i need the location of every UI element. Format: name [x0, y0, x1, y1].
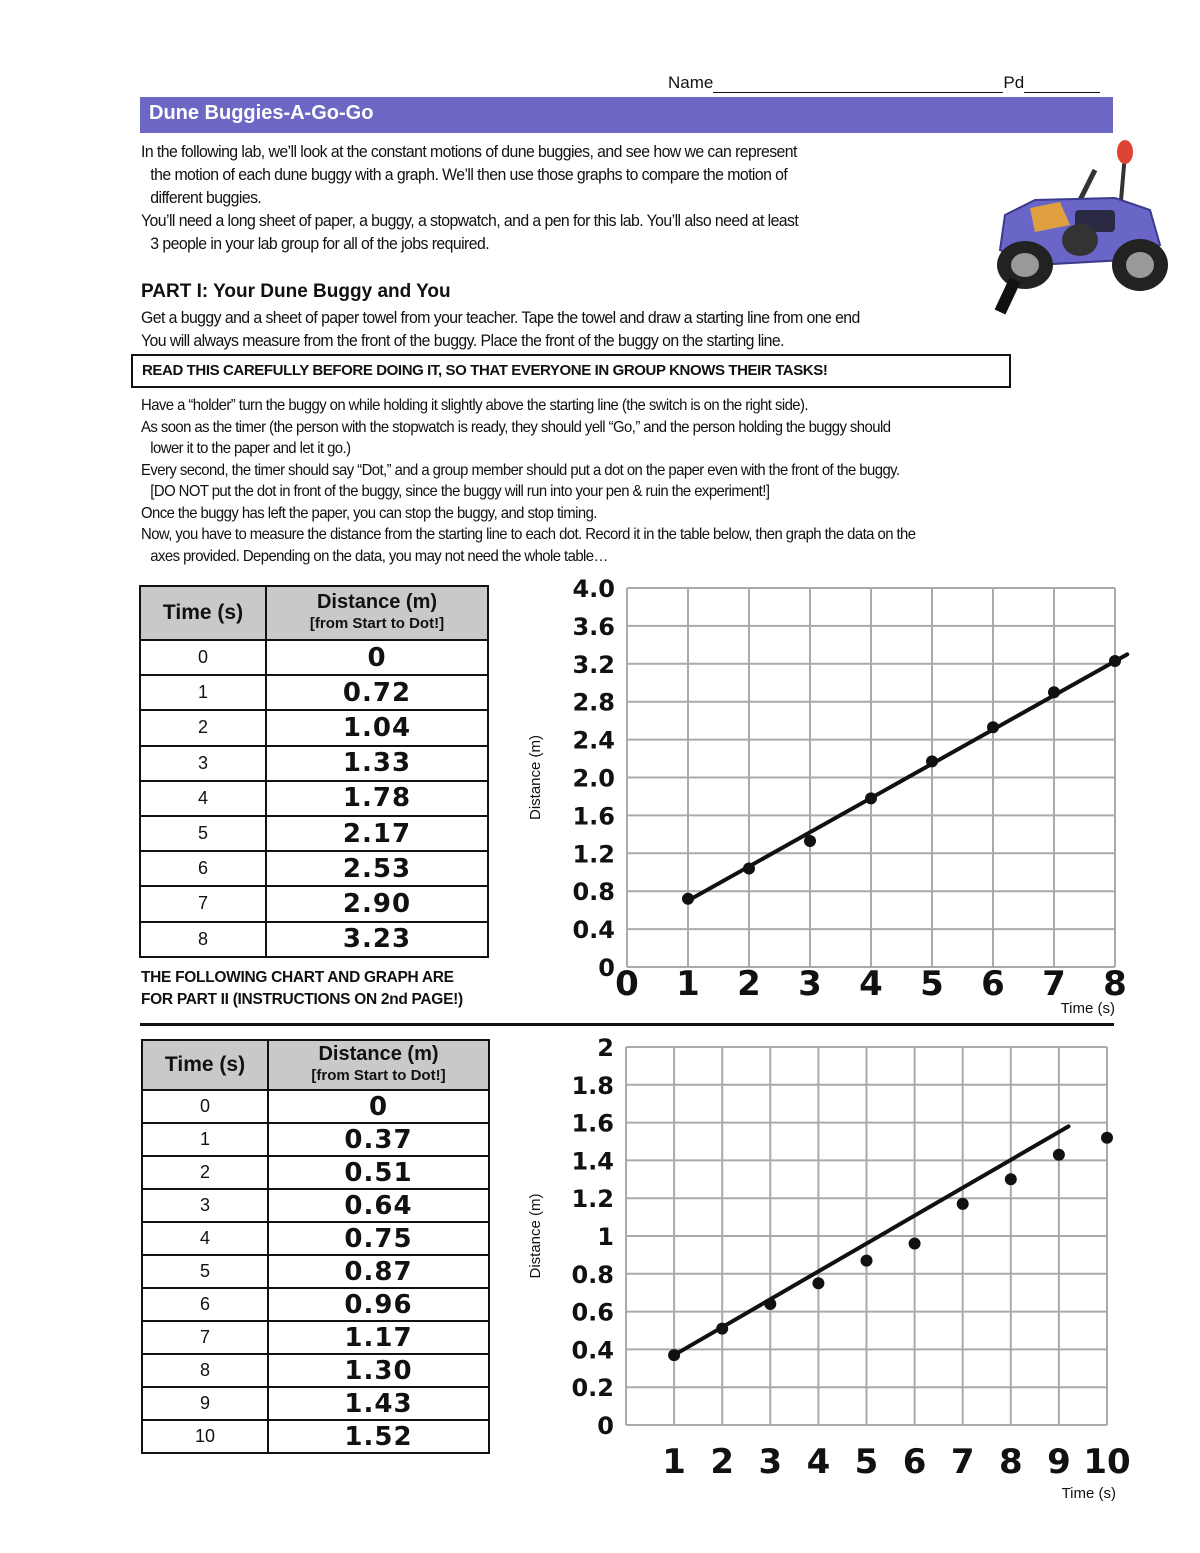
x-axis-label: Time (s) — [1060, 1000, 1115, 1017]
time-cell: 6 — [140, 851, 266, 886]
table-row — [140, 640, 488, 675]
x-tick-label: 4 — [859, 964, 883, 1004]
x-tick-label: 9 — [1047, 1442, 1071, 1482]
data-table-part1 — [139, 585, 489, 958]
table-row — [142, 1123, 489, 1156]
x-tick-label: 5 — [854, 1442, 879, 1482]
table-row — [140, 886, 488, 921]
y-tick-label: 1.2 — [571, 1185, 614, 1214]
table-row — [142, 1321, 489, 1354]
table-row — [140, 922, 488, 957]
step-line: [DO NOT put the dot in front of the buggy, since the buggy will run into your pen & ruin the experiment!] — [150, 483, 770, 500]
data-point — [1005, 1173, 1017, 1185]
table-row — [140, 851, 488, 886]
distance-value: 1.17 — [344, 1322, 413, 1353]
distance-header-label: Distance (m) — [316, 591, 438, 613]
y-tick-label: 3.2 — [572, 650, 615, 679]
distance-value: 1.78 — [342, 783, 412, 814]
y-tick-label: 1.6 — [572, 802, 615, 831]
distance-cell[interactable] — [266, 675, 488, 710]
name-label: Name — [668, 73, 714, 92]
distance-value: 0.64 — [344, 1190, 413, 1221]
table-row — [142, 1387, 489, 1420]
part2-note-line: THE FOLLOWING CHART AND GRAPH ARE — [141, 969, 454, 986]
distance-value: 1.04 — [342, 712, 412, 743]
y-tick-label: 2.4 — [572, 726, 615, 755]
distance-cell[interactable] — [268, 1255, 489, 1288]
y-tick-label: 0.6 — [571, 1298, 614, 1327]
distance-cell[interactable] — [266, 781, 488, 816]
x-tick-label: 8 — [998, 1442, 1023, 1482]
data-point — [1053, 1149, 1065, 1161]
time-cell: 0 — [142, 1090, 268, 1123]
x-tick-label: 1 — [662, 1442, 686, 1482]
dune-buggy-illustration — [975, 140, 1185, 320]
intro-line: In the following lab, we’ll look at the constant motions of dune buggies, and see how we can represent — [141, 142, 797, 161]
step-line: Every second, the timer should say “Dot,” and a group member should put a dot on the paper even with the front of the buggy. — [141, 461, 900, 479]
time-cell: 4 — [140, 781, 266, 816]
table-row — [140, 710, 488, 745]
intro-line: different buggies. — [150, 188, 262, 207]
x-tick-label: 0 — [615, 964, 639, 1004]
part1-line: You will always measure from the front of the buggy. Place the front of the buggy on the starting line. — [141, 331, 784, 350]
distance-cell[interactable] — [268, 1387, 489, 1420]
distance-value: 2.53 — [342, 853, 412, 884]
time-cell: 7 — [142, 1321, 268, 1354]
step-line: axes provided. Depending on the data, you may not need the whole table… — [150, 547, 608, 565]
distance-time-graph-part1 — [520, 575, 1200, 1025]
step-line: Once the buggy has left the paper, you can stop the buggy, and stop timing. — [141, 504, 597, 522]
y-tick-label: 2 — [597, 1035, 614, 1062]
table-row — [142, 1222, 489, 1255]
part1-line: Get a buggy and a sheet of paper towel from your teacher. Tape the towel and draw a starting line from one end — [141, 308, 860, 327]
y-tick-label: 0.4 — [572, 916, 615, 945]
distance-cell[interactable] — [268, 1354, 489, 1387]
data-point — [909, 1238, 921, 1250]
data-point — [926, 755, 938, 767]
data-point — [804, 835, 816, 847]
distance-time-graph-part2 — [520, 1035, 1200, 1505]
x-tick-label: 4 — [806, 1442, 831, 1482]
table-row — [140, 746, 488, 781]
y-tick-label: 0.8 — [572, 878, 615, 907]
y-axis-label: Distance (m) — [527, 734, 544, 821]
distance-header-sub: [from Start to Dot!] — [309, 615, 445, 632]
y-tick-label: 2.0 — [572, 764, 615, 793]
intro-line: 3 people in your lab group for all of the jobs required. — [150, 234, 490, 253]
pd-label: Pd — [1003, 73, 1025, 92]
distance-cell[interactable] — [266, 886, 488, 921]
distance-value: 2.17 — [342, 818, 412, 849]
data-point — [865, 792, 877, 804]
y-tick-label: 1 — [597, 1223, 614, 1251]
name-pd-line — [668, 73, 1100, 93]
pd-blank[interactable] — [1024, 92, 1100, 93]
table-row — [140, 675, 488, 710]
time-cell: 5 — [140, 816, 266, 851]
step-line: Have a “holder” turn the buggy on while holding it slightly above the starting line (the switch is on the right side). — [141, 397, 808, 414]
instruction-steps — [141, 395, 1062, 567]
distance-cell[interactable] — [268, 1156, 489, 1189]
y-tick-label: 4.0 — [572, 575, 615, 603]
distance-header — [266, 586, 488, 640]
table-row — [142, 1156, 489, 1189]
table-row — [140, 816, 488, 851]
x-tick-label: 3 — [798, 964, 822, 1004]
distance-header-label: Distance (m) — [318, 1043, 439, 1065]
x-tick-label: 6 — [902, 1442, 927, 1482]
time-cell: 10 — [142, 1420, 268, 1453]
data-table-part2 — [141, 1039, 490, 1454]
x-tick-label: 8 — [1103, 964, 1127, 1004]
y-tick-label: 0.2 — [571, 1374, 614, 1403]
distance-cell[interactable] — [268, 1321, 489, 1354]
intro-line: the motion of each dune buggy with a graph. We’ll then use those graphs to compare the motion of — [150, 165, 788, 184]
distance-cell[interactable] — [268, 1420, 489, 1453]
data-point — [743, 862, 755, 874]
y-tick-label: 1.4 — [571, 1147, 614, 1176]
data-point — [716, 1323, 728, 1335]
distance-value: 3.23 — [342, 924, 412, 955]
distance-value: 2.90 — [342, 888, 412, 919]
distance-cell[interactable] — [266, 640, 488, 675]
distance-value: 0.37 — [344, 1124, 413, 1155]
page-title: Dune Buggies-A-Go-Go — [149, 102, 374, 124]
distance-cell[interactable] — [266, 851, 488, 886]
time-cell: 2 — [140, 710, 266, 745]
data-point — [957, 1198, 969, 1210]
data-point — [1109, 655, 1121, 667]
step-line: As soon as the timer (the person with the stopwatch is ready, they should yell “Go,” and the person holding the buggy should — [141, 418, 891, 436]
x-tick-label: 10 — [1083, 1442, 1131, 1482]
distance-value: 1.43 — [344, 1388, 413, 1419]
distance-cell[interactable] — [268, 1090, 489, 1123]
distance-value: 1.33 — [342, 748, 412, 779]
y-tick-label: 1.2 — [572, 840, 615, 869]
y-tick-label: 1.6 — [571, 1109, 614, 1138]
y-axis-label: Distance (m) — [527, 1193, 544, 1279]
distance-value: 0.96 — [344, 1289, 413, 1320]
time-header: Time (s) — [142, 1040, 268, 1090]
table-row — [142, 1189, 489, 1222]
distance-value: 0.87 — [344, 1256, 413, 1287]
x-tick-label: 3 — [758, 1442, 783, 1482]
data-point — [812, 1277, 824, 1289]
part2-note-line: FOR PART II (INSTRUCTIONS ON 2nd PAGE!) — [141, 991, 463, 1008]
table-row — [140, 781, 488, 816]
y-tick-label: 0 — [597, 1412, 614, 1440]
y-tick-label: 1.8 — [571, 1071, 614, 1100]
y-tick-label: 0 — [598, 954, 615, 982]
intro-text — [141, 140, 941, 255]
data-point — [861, 1255, 873, 1267]
data-point — [764, 1298, 776, 1310]
notice-text: READ THIS CAREFULLY BEFORE DOING IT, SO THAT EVERYONE IN GROUP KNOWS THEIR TASKS! — [142, 362, 828, 379]
data-point — [682, 893, 694, 905]
distance-header-sub: [from Start to Dot!] — [311, 1067, 446, 1084]
step-line: lower it to the paper and let it go.) — [150, 440, 351, 457]
step-line: Now, you have to measure the distance from the starting line to each dot. Record it in the table below, then graph the data on the — [141, 526, 916, 543]
distance-value: 0.72 — [342, 677, 412, 708]
x-tick-label: 6 — [981, 964, 1005, 1004]
time-cell: 7 — [140, 886, 266, 921]
time-cell: 4 — [142, 1222, 268, 1255]
x-axis-label: Time (s) — [1061, 1485, 1116, 1502]
distance-value: 0.75 — [344, 1223, 413, 1254]
distance-cell[interactable] — [268, 1123, 489, 1156]
y-tick-label: 3.6 — [572, 612, 615, 641]
title-bar — [140, 97, 1113, 133]
data-point — [668, 1349, 680, 1361]
distance-value: 0 — [367, 642, 387, 673]
part2-note — [141, 967, 463, 1011]
table-row — [142, 1255, 489, 1288]
time-cell: 9 — [142, 1387, 268, 1420]
part1-heading: PART I: Your Dune Buggy and You — [141, 281, 451, 302]
part1-text — [141, 306, 1015, 352]
data-point — [987, 721, 999, 733]
intro-line: You’ll need a long sheet of paper, a buggy, a stopwatch, and a pen for this lab. You’ll also need at least — [141, 211, 799, 230]
x-tick-label: 5 — [920, 964, 944, 1004]
notice-box — [131, 354, 1011, 388]
distance-cell[interactable] — [266, 816, 488, 851]
table-row — [142, 1288, 489, 1321]
time-cell: 1 — [142, 1123, 268, 1156]
distance-header — [268, 1040, 489, 1090]
time-cell: 2 — [142, 1156, 268, 1189]
name-blank[interactable] — [713, 92, 1003, 93]
time-cell: 6 — [142, 1288, 268, 1321]
table-row — [142, 1090, 489, 1123]
distance-value: 0.51 — [344, 1157, 413, 1188]
table-row — [142, 1420, 489, 1453]
y-tick-label: 0.8 — [571, 1260, 614, 1289]
x-tick-label: 2 — [710, 1442, 735, 1482]
distance-value: 1.52 — [344, 1421, 413, 1452]
time-cell: 1 — [140, 675, 266, 710]
time-cell: 0 — [140, 640, 266, 675]
distance-cell[interactable] — [266, 710, 488, 745]
time-cell: 5 — [142, 1255, 268, 1288]
time-cell: 3 — [140, 746, 266, 781]
x-tick-label: 7 — [1042, 964, 1066, 1004]
distance-cell[interactable] — [266, 746, 488, 781]
y-tick-label: 2.8 — [572, 688, 615, 717]
x-tick-label: 1 — [676, 964, 700, 1004]
distance-cell[interactable] — [268, 1222, 489, 1255]
distance-value: 0 — [368, 1091, 389, 1122]
time-cell: 8 — [140, 922, 266, 957]
data-point — [1048, 686, 1060, 698]
y-tick-label: 0.4 — [571, 1336, 614, 1365]
distance-value: 1.30 — [344, 1355, 413, 1386]
table-row — [142, 1354, 489, 1387]
time-cell: 8 — [142, 1354, 268, 1387]
distance-cell[interactable] — [266, 922, 488, 957]
x-tick-label: 7 — [950, 1442, 975, 1482]
x-tick-label: 2 — [737, 964, 761, 1004]
distance-cell[interactable] — [268, 1288, 489, 1321]
time-cell: 3 — [142, 1189, 268, 1222]
distance-cell[interactable] — [268, 1189, 489, 1222]
time-header: Time (s) — [140, 586, 266, 640]
data-point — [1101, 1132, 1113, 1144]
